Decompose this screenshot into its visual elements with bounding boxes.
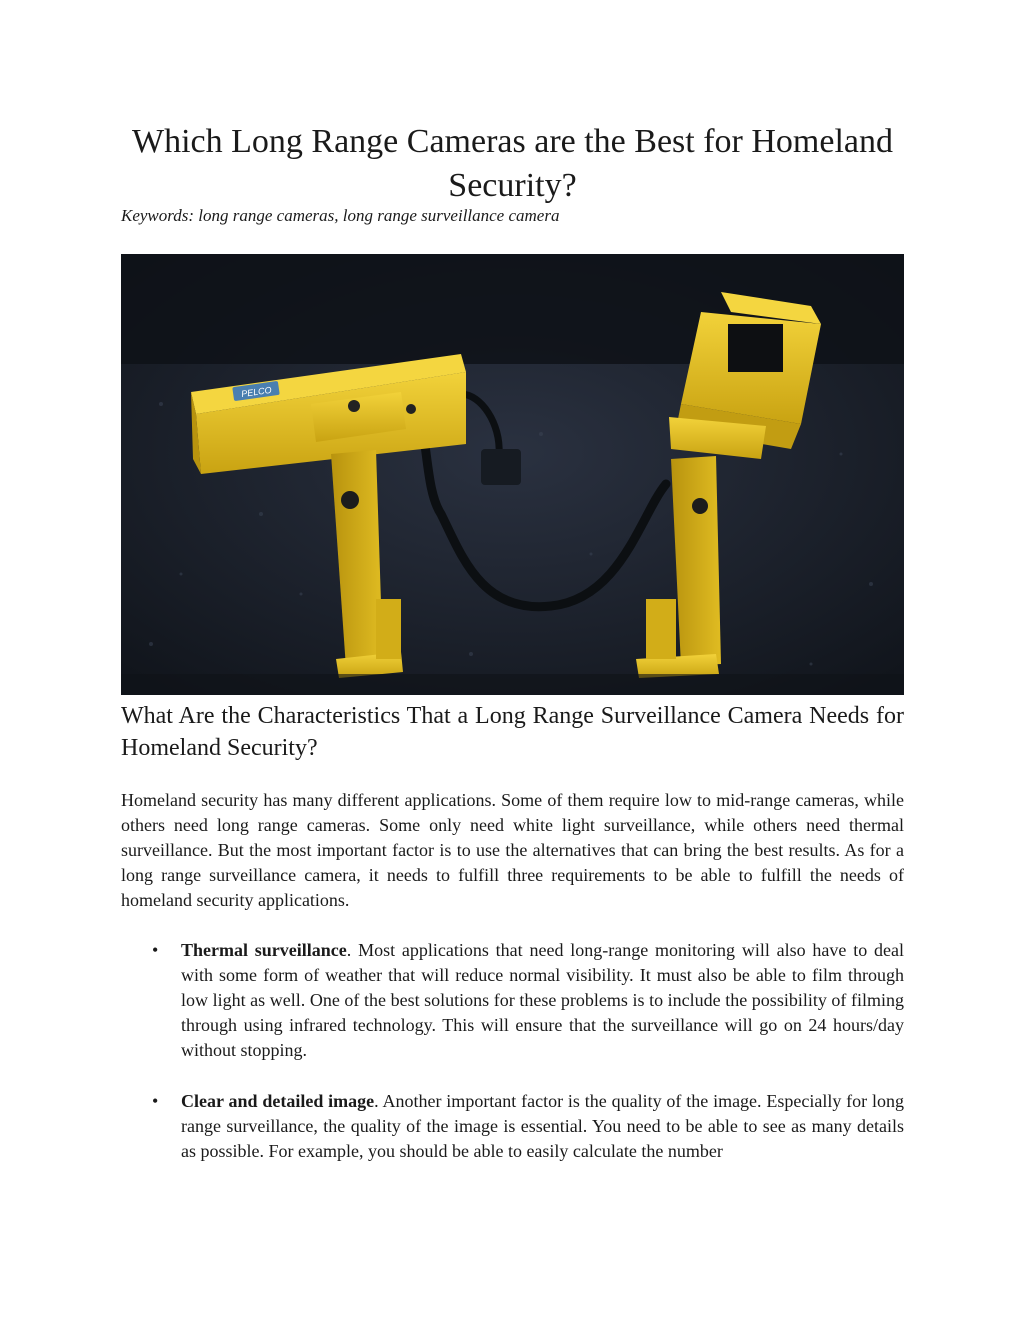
brand-label: PELCO [240,384,273,400]
bullet-lead: Thermal surveillance [181,940,347,960]
camera-photo-illustration [121,254,904,695]
intro-paragraph: Homeland security has many different applications. Some of them require low to mid-range cameras, while others need long range cameras. Some only need white light surveillance, while others need thermal surveillance. But the most important factor is to use the alternatives that can bring the best results. As for a long range surveillance camera, it needs to fulfill three requirements to be able to fulfill the needs of homeland security applications. [121,790,904,910]
keywords-line: Keywords: long range cameras, long range surveillance camera [121,206,560,225]
bullet-marker: • [152,1091,159,1111]
section-heading: What Are the Characteristics That a Long Range Surveillance Camera Needs for Homeland Security? [121,703,904,761]
bullet-lead: Clear and detailed image [181,1091,375,1111]
bullet-marker: • [152,940,159,960]
bullet-text [181,1089,904,1164]
camera-photo [121,254,904,695]
bullet-body: . Most applications that need long-range monitoring will also have to deal with some form of weather that will reduce normal visibility. It must also be able to film through low light as well. One of the best solutions for these problems is to include the possibility of filming through using infrared technology. This will ensure that the surveillance will go on 24 hours/day without stopping. [181,940,904,1060]
article-title: Which Long Range Cameras are the Best for Homeland Security? [132,123,893,204]
bullet-text [181,938,904,1063]
bullet-body: . Another important factor is the quality of the image. Especially for long range surveillance, the quality of the image is essential. You need to be able to see as many details as possible. For example, you should be able to easily calculate the number [181,1091,905,1161]
